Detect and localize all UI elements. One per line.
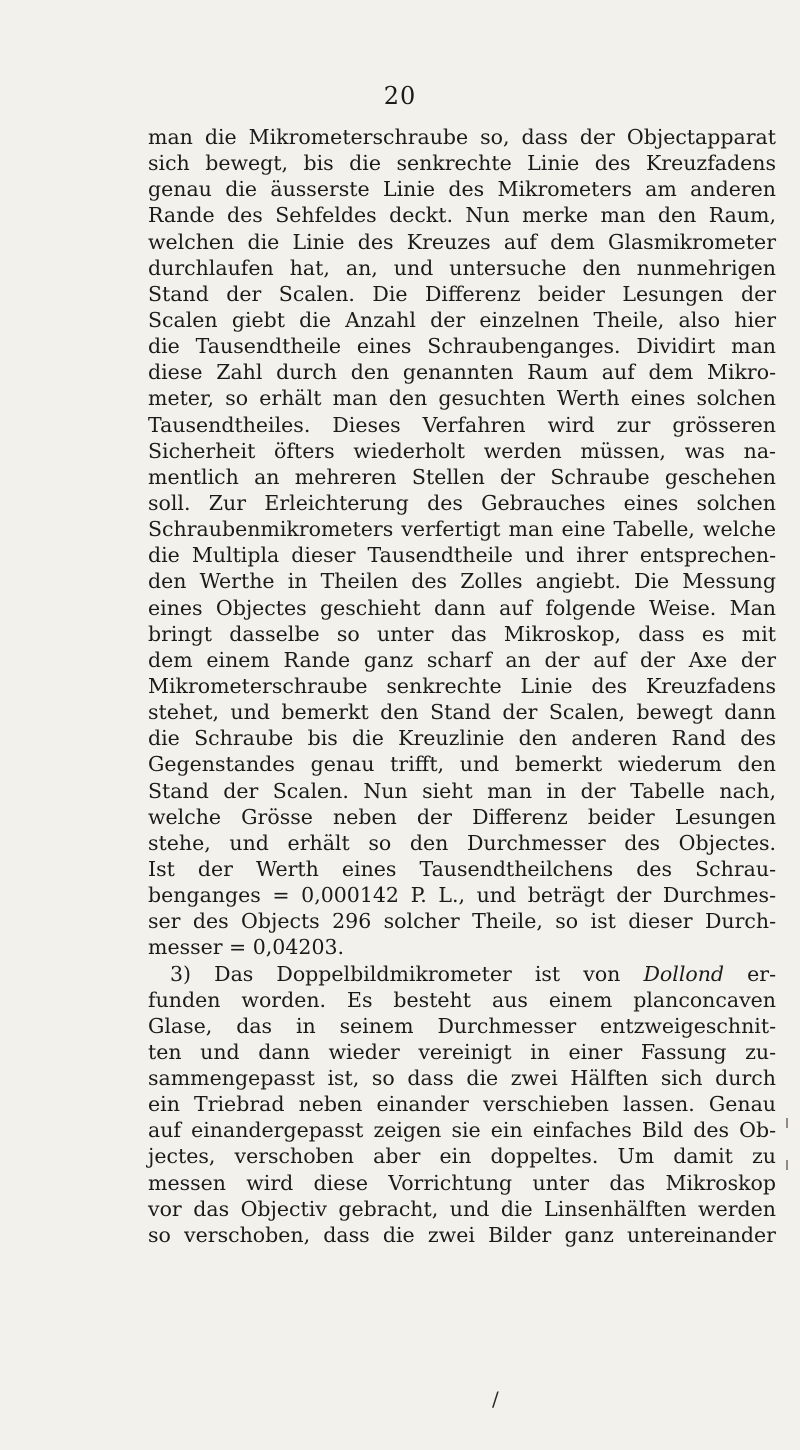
text-line: ser des Objects 296 solcher Theile, so ist dieser Durch- <box>148 909 776 934</box>
text-line: eines Objectes geschieht dann auf folgende Weise. Man <box>148 595 776 620</box>
text-line: Mikrometerschraube senkrechte Linie des Kreuzfadens <box>148 673 776 698</box>
text-line: bringt dasselbe so unter das Mikroskop, dass es mit <box>148 621 776 646</box>
text-line: ten und dann wieder vereinigt in einer Fassung zu- <box>148 1039 776 1064</box>
text-line: sammengepasst ist, so dass die zwei Hälften sich durch <box>148 1066 776 1091</box>
text-line: meter, so erhält man den gesuchten Werth eines solchen <box>148 386 776 411</box>
text-line: welche Grösse neben der Differenz beider Lesungen <box>148 804 776 829</box>
page-number: 20 <box>383 82 417 110</box>
text-line: genau die äusserste Linie des Mikrometers am anderen <box>148 177 776 202</box>
text-line: Scalen giebt die Anzahl der einzelnen Theile, also hier <box>148 307 776 332</box>
text-line: benganges = 0,000142 P. L., und beträgt der Durchmes- <box>148 883 776 908</box>
text-line: jectes, verschoben aber ein doppeltes. Um damit zu <box>148 1144 776 1169</box>
text-line: messer = 0,04203. <box>148 935 345 960</box>
text-line: messen wird diese Vorrichtung unter das Mikroskop <box>148 1170 776 1195</box>
text-line: so verschoben, dass die zwei Bilder ganz untereinander <box>148 1222 776 1247</box>
text-line: Rande des Sehfeldes deckt. Nun merke man den Raum, <box>148 203 776 228</box>
paper-edge-mark <box>786 1160 788 1170</box>
text-line: ein Triebrad neben einander verschieben lassen. Genau <box>148 1092 776 1117</box>
text-line: Schraubenmikrometers verfertigt man eine Tabelle, welche <box>148 517 776 542</box>
text-line: Stand der Scalen. Nun sieht man in der Tabelle nach, <box>148 778 776 803</box>
body-text <box>148 124 776 1248</box>
text-line: mentlich an mehreren Stellen der Schraube geschehen <box>148 464 776 489</box>
stray-pen-mark: / <box>492 1387 499 1411</box>
paragraph-heading-line <box>148 961 776 987</box>
text-line: diese Zahl durch den genannten Raum auf dem Mikro- <box>148 360 776 385</box>
paragraph-start-end: er- <box>724 961 776 986</box>
text-line: dem einem Rande ganz scharf an der auf der Axe der <box>148 647 776 672</box>
text-line: Stand der Scalen. Die Differenz beider Lesungen der <box>148 281 776 306</box>
text-line: stehet, und bemerkt den Stand der Scalen, bewegt dann <box>148 700 776 725</box>
paper-edge-mark <box>786 1118 788 1128</box>
text-line: stehe, und erhält so den Durchmesser des Objectes. <box>148 830 776 855</box>
text-line: Ist der Werth eines Tausendtheilchens des Schrau- <box>148 856 776 881</box>
text-line: soll. Zur Erleichterung des Gebrauches eines solchen <box>148 490 776 515</box>
text-line: welchen die Linie des Kreuzes auf dem Glasmikrometer <box>148 229 776 254</box>
text-line: auf einandergepasst zeigen sie ein einfaches Bild des Ob- <box>148 1118 776 1143</box>
text-line: Glase, das in seinem Durchmesser entzweigeschnit- <box>148 1013 776 1038</box>
text-line: durchlaufen hat, an, und untersuche den nunmehrigen <box>148 255 776 280</box>
text-line: sich bewegt, bis die senkrechte Linie des Kreuzfadens <box>148 151 776 176</box>
text-line: man die Mikrometerschraube so, dass der Objectapparat <box>148 125 776 149</box>
text-line: die Tausendtheile eines Schraubenganges. Dividirt man <box>148 334 776 359</box>
text-line: den Werthe in Theilen des Zolles angiebt. Die Messung <box>148 569 776 594</box>
text-line: Tausendtheiles. Dieses Verfahren wird zur grösseren <box>148 412 776 437</box>
text-line: Sicherheit öfters wiederholt werden müssen, was na- <box>148 438 776 463</box>
paragraph-start: 3) Das Doppelbildmikrometer ist von <box>170 961 644 986</box>
inventor-name: Dollond <box>643 961 725 986</box>
text-line: funden worden. Es besteht aus einem planconcaven <box>148 987 776 1012</box>
text-line: Gegenstandes genau trifft, und bemerkt wiederum den <box>148 752 776 777</box>
text-line: die Schraube bis die Kreuzlinie den anderen Rand des <box>148 726 776 751</box>
text-line: die Multipla dieser Tausendtheile und ihrer entsprechen- <box>148 543 776 568</box>
text-line: vor das Objectiv gebracht, und die Linsenhälften werden <box>148 1196 776 1221</box>
